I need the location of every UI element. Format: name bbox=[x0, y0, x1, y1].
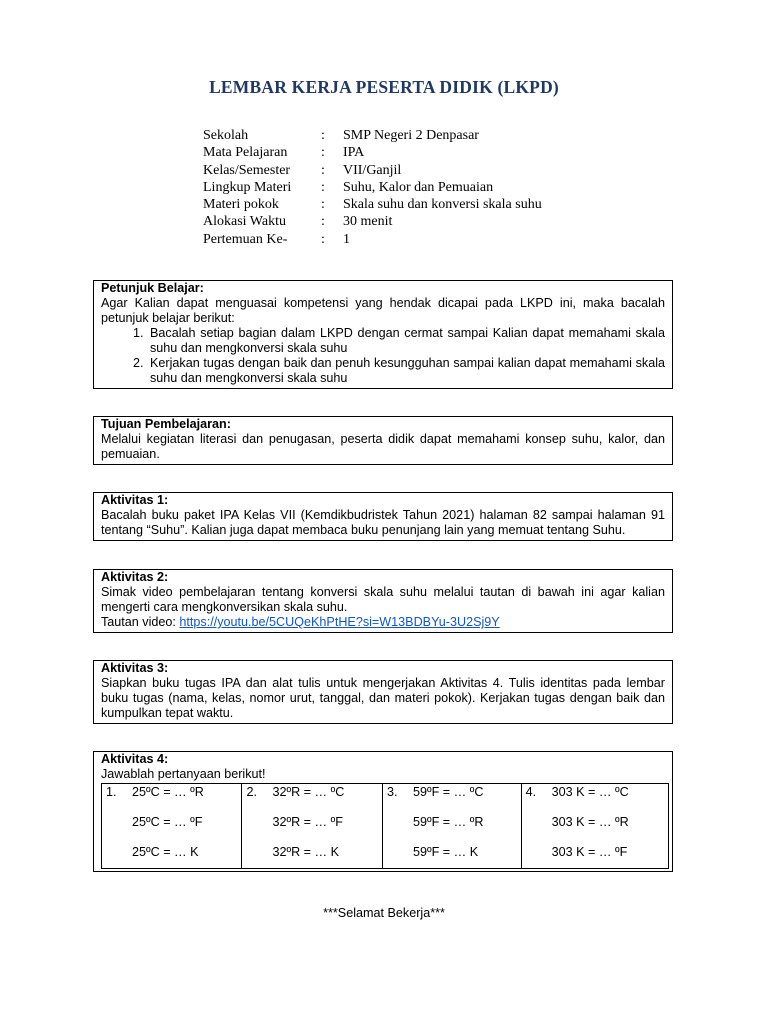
question-line: 303 K = … ºR bbox=[551, 815, 629, 829]
question-number: 2. bbox=[246, 785, 257, 799]
identity-value: SMP Negeri 2 Denpasar bbox=[343, 128, 479, 143]
video-link[interactable]: https://youtu.be/5CUQeKhPtHE?si=W13BDBYu-3U2Sj9Y bbox=[179, 615, 500, 629]
petunjuk-step: 1. Bacalah setiap bagian dalam LKPD dengan cermat sampai Kalian dapat memahami skala suhu dan mengkonversi skala suhu bbox=[147, 326, 665, 356]
identity-key: Materi pokok bbox=[203, 197, 279, 213]
question-cell bbox=[382, 784, 521, 869]
identity-colon: : bbox=[321, 162, 325, 178]
identity-value: Suhu, Kalor dan Pemuaian bbox=[343, 179, 494, 195]
identity-value: VII/Ganjil bbox=[343, 162, 402, 178]
identity-value: IPA bbox=[343, 145, 365, 161]
identity-row-sekolah bbox=[203, 127, 542, 144]
identity-colon: : bbox=[321, 179, 325, 195]
identity-key: Sekolah bbox=[203, 128, 249, 143]
identity-colon: : bbox=[321, 197, 325, 213]
petunjuk-steps bbox=[101, 326, 665, 386]
closing-text: ***Selamat Bekerja*** bbox=[323, 906, 445, 920]
aktivitas4-instruction: Jawablah pertanyaan berikut! bbox=[101, 767, 266, 781]
aktivitas3-box bbox=[93, 660, 673, 724]
tujuan-box bbox=[93, 416, 673, 465]
identity-row-alokasi-waktu bbox=[203, 213, 542, 230]
petunjuk-intro: Agar Kalian dapat menguasai kompetensi yang hendak dicapai pada LKPD ini, maka bacalah petunjuk belajar berikut: bbox=[101, 296, 665, 325]
identity-row-pertemuan bbox=[203, 231, 542, 248]
identity-row-kelas-semester bbox=[203, 162, 542, 179]
question-table bbox=[101, 783, 669, 869]
identity-key: Kelas/Semester bbox=[203, 162, 291, 178]
aktivitas1-heading: Aktivitas 1: bbox=[101, 493, 169, 507]
identity-value: 30 menit bbox=[343, 214, 393, 230]
aktivitas1-box bbox=[93, 492, 673, 541]
question-cell bbox=[102, 784, 242, 869]
question-line: 25ºC = … K bbox=[132, 845, 199, 859]
tujuan-text: Melalui kegiatan literasi dan penugasan, peserta didik dapat memahami konsep suhu, kalor, dan pemuaian. bbox=[101, 432, 665, 461]
aktivitas2-heading: Aktivitas 2: bbox=[101, 570, 169, 584]
aktivitas2-text: Simak video pembelajaran tentang konversi skala suhu melalui tautan di bawah ini agar kalian mengerti cara mengkonversikan skala suhu. bbox=[101, 585, 665, 614]
identity-value: Skala suhu dan konversi skala suhu bbox=[343, 197, 542, 213]
question-cell bbox=[242, 784, 382, 869]
question-line: 303 K = … ºF bbox=[551, 845, 628, 859]
question-line: 303 K = … ºC bbox=[551, 785, 629, 799]
question-line: 32ºR = … K bbox=[272, 845, 340, 859]
question-number: 3. bbox=[386, 785, 398, 799]
aktivitas4-box bbox=[93, 751, 673, 872]
petunjuk-step: 2. Kerjakan tugas dengan baik dan penuh kesungguhan sampai kalian dapat memahami skala suhu dan mengkonversi skala suhu bbox=[147, 356, 665, 386]
aktivitas4-heading: Aktivitas 4: bbox=[101, 752, 169, 766]
identity-key: Alokasi Waktu bbox=[203, 214, 286, 230]
identity-colon: : bbox=[321, 231, 325, 247]
petunjuk-heading: Petunjuk Belajar: bbox=[101, 281, 204, 295]
identity-row-lingkup-materi bbox=[203, 179, 542, 196]
aktivitas3-text: Siapkan buku tugas IPA dan alat tulis untuk mengerjakan Aktivitas 4. Tulis identitas pada lembar buku tugas (nama, kelas, nomor urut, tanggal, dan materi pokok). Kerjakan tugas dengan baik dan kumpulkan tepat waktu. bbox=[101, 676, 665, 720]
petunjuk-box bbox=[93, 280, 673, 389]
video-link-line bbox=[101, 615, 665, 630]
identity-block bbox=[203, 127, 542, 248]
tujuan-heading: Tujuan Pembelajaran: bbox=[101, 417, 231, 431]
question-line: 32ºR = … ºC bbox=[272, 785, 345, 799]
identity-row-materi-pokok bbox=[203, 196, 542, 213]
identity-key: Mata Pelajaran bbox=[203, 145, 288, 161]
video-link-label: Tautan video: bbox=[101, 615, 180, 629]
question-line: 59ºF = … K bbox=[412, 845, 479, 859]
aktivitas1-text: Bacalah buku paket IPA Kelas VII (Kemdikbudristek Tahun 2021) halaman 82 sampai halaman 91 tentang “Suhu”. Kalian juga dapat membaca buku penunjang lain yang memuat tentang Suhu. bbox=[101, 508, 665, 537]
identity-value: 1 bbox=[343, 231, 350, 247]
aktivitas3-heading: Aktivitas 3: bbox=[101, 661, 169, 675]
aktivitas2-box bbox=[93, 569, 673, 633]
question-cell bbox=[521, 784, 668, 869]
question-line: 59ºF = … ºC bbox=[412, 785, 484, 799]
question-number: 4. bbox=[525, 785, 537, 799]
identity-colon: : bbox=[321, 128, 325, 143]
question-line: 32ºR = … ºF bbox=[272, 815, 343, 829]
identity-key: Pertemuan Ke- bbox=[203, 231, 288, 247]
identity-colon: : bbox=[321, 214, 325, 230]
page-title: LEMBAR KERJA PESERTA DIDIK (LKPD) bbox=[209, 77, 559, 97]
question-line: 25ºC = … ºR bbox=[132, 785, 204, 799]
identity-colon: : bbox=[321, 145, 325, 161]
question-line: 25ºC = … ºF bbox=[132, 815, 203, 829]
question-number: 1. bbox=[106, 785, 117, 799]
identity-key: Lingkup Materi bbox=[203, 179, 292, 195]
identity-row-mata-pelajaran bbox=[203, 144, 542, 161]
question-line: 59ºF = … ºR bbox=[412, 815, 484, 829]
